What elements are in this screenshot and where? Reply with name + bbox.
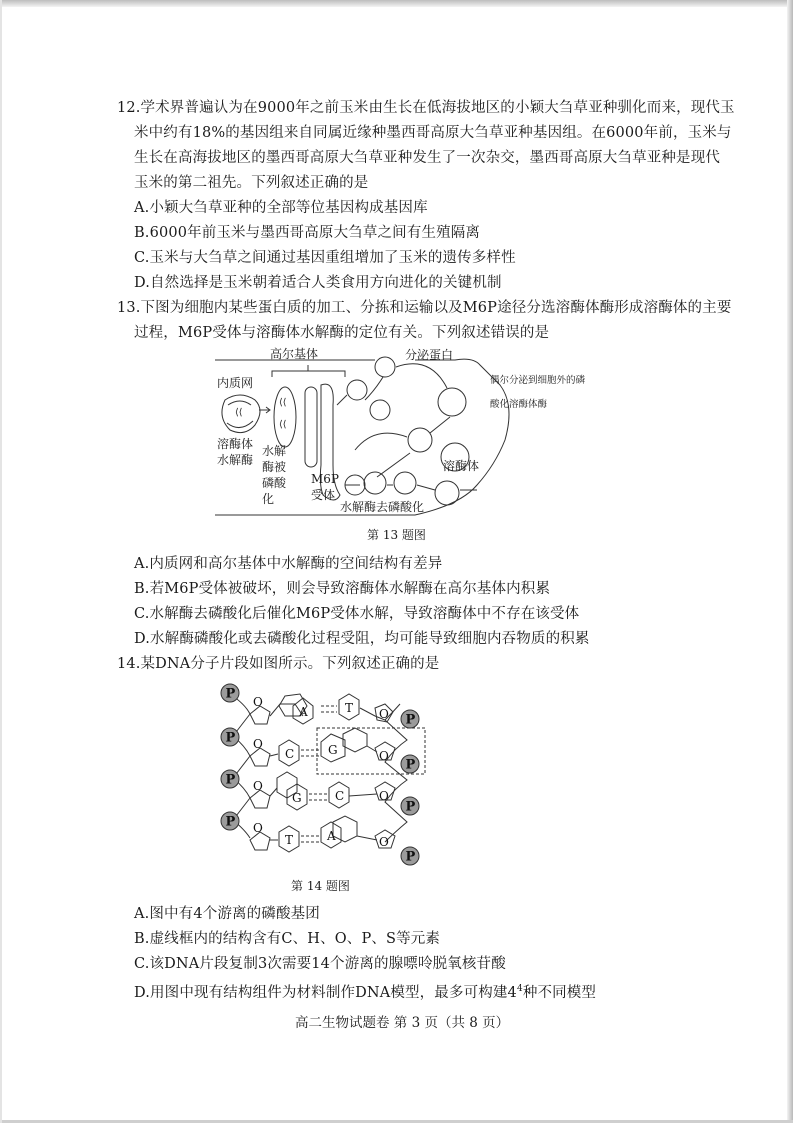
label-lysosome-enzyme-1: 溶酶体 — [217, 437, 254, 451]
label-note-line1: 偶尔分泌到细胞外的磷 — [490, 375, 586, 386]
vesicles — [345, 357, 469, 505]
label-er: 内质网 — [217, 376, 254, 390]
q13-figure-lysosome-pathway — [215, 345, 610, 520]
q12-stem-line4: 玉米的第二祖先。下列叙述正确的是 — [134, 175, 369, 191]
label-lysosome-enzyme-2: 水解酶 — [217, 453, 254, 467]
q13-option-c: C.水解酶去磷酸化后催化M6P受体水解，导致溶酶体中不存在该受体 — [134, 606, 580, 622]
sugar-o-5: O — [379, 707, 389, 721]
q14-stem: 14.某DNA分子片段如图所示。下列叙述正确的是 — [117, 656, 440, 672]
label-secreted-protein: 分泌蛋白 — [405, 348, 454, 362]
q14-option-c: C.该DNA片段复制3次需要14个游离的腺嘌呤脱氧核苷酸 — [134, 956, 506, 972]
q12-option-a: A.小颖大刍草亚种的全部等位基因构成基因库 — [134, 200, 428, 216]
svg-text:⟨⟨: ⟨⟨ — [279, 419, 287, 430]
q13-stem-line1: 13.下图为细胞内某些蛋白质的加工、分拣和运输以及M6P途径分选溶酶体酶形成溶酶体的主要 — [117, 300, 732, 316]
sugar-o-7: O — [379, 789, 389, 803]
label-lysosome: 溶酶体 — [443, 459, 480, 473]
scan-edge-top — [0, 0, 793, 7]
label-dephos: 水解酶去磷酸化 — [340, 500, 425, 514]
phosphate-right-1: P — [405, 712, 416, 728]
phosphate-right-2: P — [405, 757, 416, 773]
sugar-o-1: O — [253, 695, 263, 709]
q12-option-d: D.自然选择是玉米朝着适合人类食用方向进化的关键机制 — [134, 275, 502, 291]
q12-stem-line3: 生长在高海拔地区的墨西哥高原大刍草亚种发生了一次杂交，墨西哥高原大刍草亚种是现代 — [134, 150, 720, 166]
dna-row-4 — [250, 816, 395, 852]
q14-option-d-text: D.用图中现有结构组件为材料制作DNA模型，最多可构建4 — [134, 984, 517, 1001]
sugar-o-2: O — [253, 737, 263, 751]
label-phos-1: 水解 — [262, 444, 287, 458]
phosphate-right-4: P — [405, 849, 416, 865]
q13-caption: 第 13 题图 — [367, 528, 426, 542]
sugar-o-6: O — [379, 749, 389, 763]
q14-option-b: B.虚线框内的结构含有C、H、O、P、S等元素 — [134, 931, 441, 947]
label-phos-4: 化 — [262, 492, 275, 506]
scan-edge-left — [0, 0, 2, 1123]
q13-option-b: B.若M6P受体被破坏，则会导致溶酶体水解酶在高尔基体内积累 — [134, 581, 551, 597]
q13-option-a: A.内质网和高尔基体中水解酶的空间结构有差异 — [134, 556, 443, 572]
base-row1-right: T — [345, 701, 354, 715]
label-phos-3: 磷酸 — [262, 476, 287, 490]
base-row1-left: A — [299, 705, 308, 719]
base-row4-right: A — [327, 829, 336, 843]
phosphate-right-3: P — [405, 799, 416, 815]
er-structure — [222, 395, 260, 433]
q13-option-d: D.水解酶磷酸化或去磷酸化过程受阻，均可能导致细胞内吞物质的积累 — [134, 631, 590, 647]
q13-stem-line2: 过程，M6P受体与溶酶体水解酶的定位有关。下列叙述错误的是 — [134, 325, 550, 341]
base-row3-right: C — [335, 789, 345, 803]
phosphate-left-4: P — [225, 814, 236, 830]
sugar-o-4: O — [253, 821, 263, 835]
q12-option-b: B.6000年前玉米与墨西哥高原大刍草之间有生殖隔离 — [134, 225, 481, 241]
base-row2-left: C — [285, 747, 295, 761]
phosphate-left-2: P — [225, 730, 236, 746]
dna-row-1 — [250, 694, 393, 724]
q14-option-d-tail: 种不同模型 — [522, 984, 597, 1001]
q12-stem-line1: 12.学术界普遍认为在9000年之前玉米由生长在低海拔地区的小颖大刍草亚种驯化而来，现代玉 — [117, 100, 735, 116]
label-phos-2: 酶被 — [262, 460, 287, 474]
scan-edge-right — [787, 0, 793, 1123]
page-footer: 高二生物试题卷 第 3 页（共 8 页） — [295, 1015, 510, 1031]
sugar-o-3: O — [253, 779, 263, 793]
q14-option-d — [134, 980, 596, 1002]
q14-caption: 第 14 题图 — [291, 879, 350, 893]
sugar-o-8: O — [379, 835, 389, 849]
q12-option-c: C.玉米与大刍草之间通过基因重组增加了玉米的遗传多样性 — [134, 250, 516, 266]
q14-option-a: A.图中有4个游离的磷酸基团 — [134, 906, 320, 922]
label-golgi: 高尔基体 — [270, 347, 319, 361]
label-m6p-2: 受体 — [311, 488, 336, 502]
dna-row-3 — [250, 772, 395, 810]
base-row4-left: T — [285, 833, 294, 847]
base-row3-left: G — [292, 791, 302, 805]
q14-figure-dna-fragment — [215, 676, 430, 876]
base-row2-right: G — [328, 743, 338, 757]
q12-stem-line2: 米中约有18%的基因组来自同属近缘种墨西哥高原大刍草亚种基因组。在6000年前，玉米与 — [134, 125, 732, 141]
label-note-line2: 酸化溶酶体酶 — [490, 399, 548, 410]
label-m6p-1: M6P — [311, 472, 339, 486]
svg-text:⟨⟨: ⟨⟨ — [279, 397, 287, 408]
phosphate-left-3: P — [225, 772, 236, 788]
svg-text:⟨⟨: ⟨⟨ — [235, 407, 243, 418]
phosphate-left-1: P — [225, 686, 236, 702]
q14-option-d-superscript: 4 — [516, 984, 523, 994]
